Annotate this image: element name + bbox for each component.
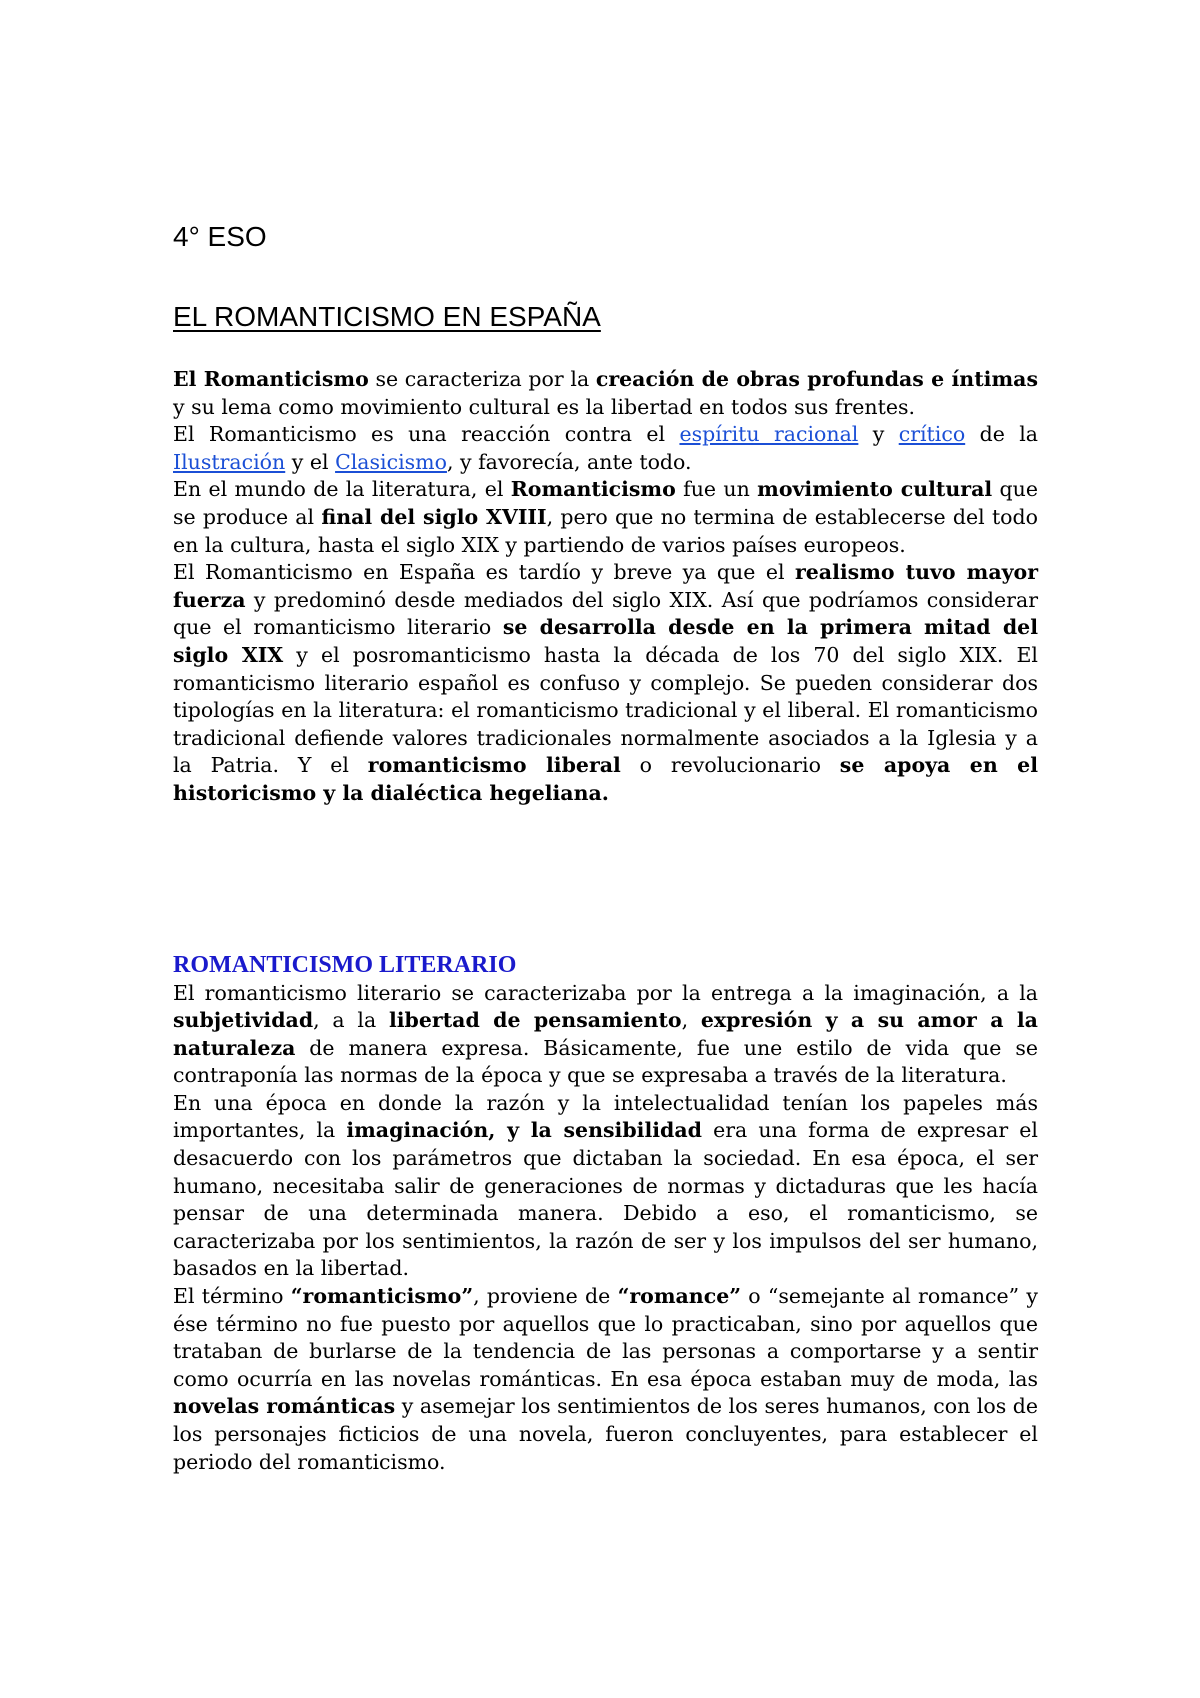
bold-text: se apoya en el historicismo y la dialéctica hegeliana. — [173, 753, 1039, 805]
document-body — [173, 218, 1038, 1476]
bold-text: expresión y a su amor a la naturaleza — [173, 1008, 1038, 1060]
body-text: y el posromanticismo hasta la década de los 70 del siglo XIX. El romanticismo literario español es confuso y complejo. Se pueden considerar dos tipologías en la literatura: el romanticismo tradicional y el liberal. El romanticismo tradicional defiende valores tradicionales normalmente asociados a la Iglesia y a la Patria. Y el — [173, 642, 1038, 778]
body-text: y asemejar los sentimientos de los seres humanos, con los de los personajes ficticios de una novela, fueron concluyentes, para establecer el periodo del romanticismo. — [173, 1394, 1038, 1474]
body-text: y el — [285, 449, 336, 474]
page-title: EL ROMANTICISMO EN ESPAÑA — [173, 301, 601, 332]
paragraph-spain — [173, 559, 1038, 807]
body-text: , — [681, 1008, 701, 1033]
body-text: y predominó desde mediados del siglo XIX. Así que podríamos considerar que el romanticismo literario — [173, 587, 1038, 640]
body-text: En una época en donde la razón y la intelectualidad tenían los papeles más importantes, la — [173, 1090, 1038, 1143]
paragraph-term — [173, 1283, 1038, 1476]
grade-label: 4° ESO — [173, 221, 267, 252]
paragraph-literature — [173, 476, 1038, 559]
bold-text: Romanticismo — [510, 477, 676, 502]
bold-text: romanticismo liberal — [367, 753, 621, 778]
link-ilustracion[interactable]: Ilustración — [173, 449, 286, 474]
body-text: El Romanticismo en España es tardío y breve ya que el — [173, 560, 795, 585]
section-heading: ROMANTICISMO LITERARIO — [173, 951, 517, 978]
body-text: que se produce al — [173, 477, 1038, 529]
paragraph-reaction — [173, 421, 1038, 476]
link-critico[interactable]: crítico — [898, 422, 966, 447]
link-clasicismo[interactable]: Clasicismo — [335, 449, 447, 474]
body-text: En el mundo de la literatura, el — [173, 477, 511, 502]
body-text: y — [858, 422, 899, 447]
bold-text: subjetividad — [173, 1008, 314, 1033]
bold-text: libertad de pensamiento — [388, 1008, 682, 1033]
bold-text: se desarrolla desde en la primera mitad del siglo XIX — [173, 615, 1038, 667]
body-text: y su lema como movimiento cultural es la libertad en todos sus frentes. — [173, 394, 915, 419]
body-text: El Romanticismo es una reacción contra el — [173, 422, 680, 447]
body-text: o revolucionario — [620, 753, 840, 778]
body-text: , proviene de — [473, 1284, 618, 1309]
body-text: era una forma de expresar el desacuerdo con los parámetros que dictaban la sociedad. En esa época, el ser humano, necesitaba salir de generaciones de normas y dictaduras que les hacía pensar de una determinada manera. Debido a eso, el romanticismo, se caracterizaba por los sentimientos, la razón de ser y los impulsos del ser humano, basados en la libertad. — [173, 1118, 1038, 1281]
bold-text: movimiento cultural — [757, 477, 993, 502]
bold-text: El Romanticismo — [173, 367, 369, 391]
paragraph-epoch — [173, 1090, 1038, 1283]
bold-text: creación de obras profundas e íntimas — [595, 367, 1038, 391]
body-text: o “semejante al romance” y ése término no fue puesto por aquellos que lo practicaban, sino por aquellos que trataban de burlarse de la tendencia de las personas a comportarse y a sentir como ocurría en las novelas románticas. En esa época estaban muy de moda, las — [173, 1284, 1038, 1391]
bold-text: final del siglo XVIII — [321, 504, 547, 529]
body-text: se caracteriza por la — [368, 367, 596, 391]
body-text: de la — [965, 422, 1038, 447]
bold-text: “romance” — [617, 1284, 742, 1309]
bold-text: “romanticismo” — [290, 1284, 474, 1309]
bold-text: novelas románticas — [173, 1394, 396, 1419]
paragraph-intro — [173, 366, 1038, 421]
link-espiritu-racional[interactable]: espíritu racional — [679, 422, 859, 447]
bold-text: realismo tuvo mayor fuerza — [173, 560, 1038, 612]
body-text: El romanticismo literario se caracterizaba por la entrega a la imaginación, a la — [173, 980, 1038, 1005]
body-text: de manera expresa. Básicamente, fue une estilo de vida que se contraponía las normas de la época y que se expresaba a través de la literatura. — [173, 1035, 1038, 1088]
body-text: fue un — [675, 477, 758, 502]
body-text: , pero que no termina de establecerse del todo en la cultura, hasta el siglo XIX y partiendo de varios países europeos. — [173, 504, 1038, 557]
body-text: , a la — [313, 1008, 389, 1033]
body-text: , y favorecía, ante todo. — [446, 449, 692, 474]
bold-text: imaginación, y la sensibilidad — [346, 1118, 702, 1143]
body-text: El término — [173, 1284, 291, 1309]
paragraph-literary-intro — [173, 980, 1038, 1090]
